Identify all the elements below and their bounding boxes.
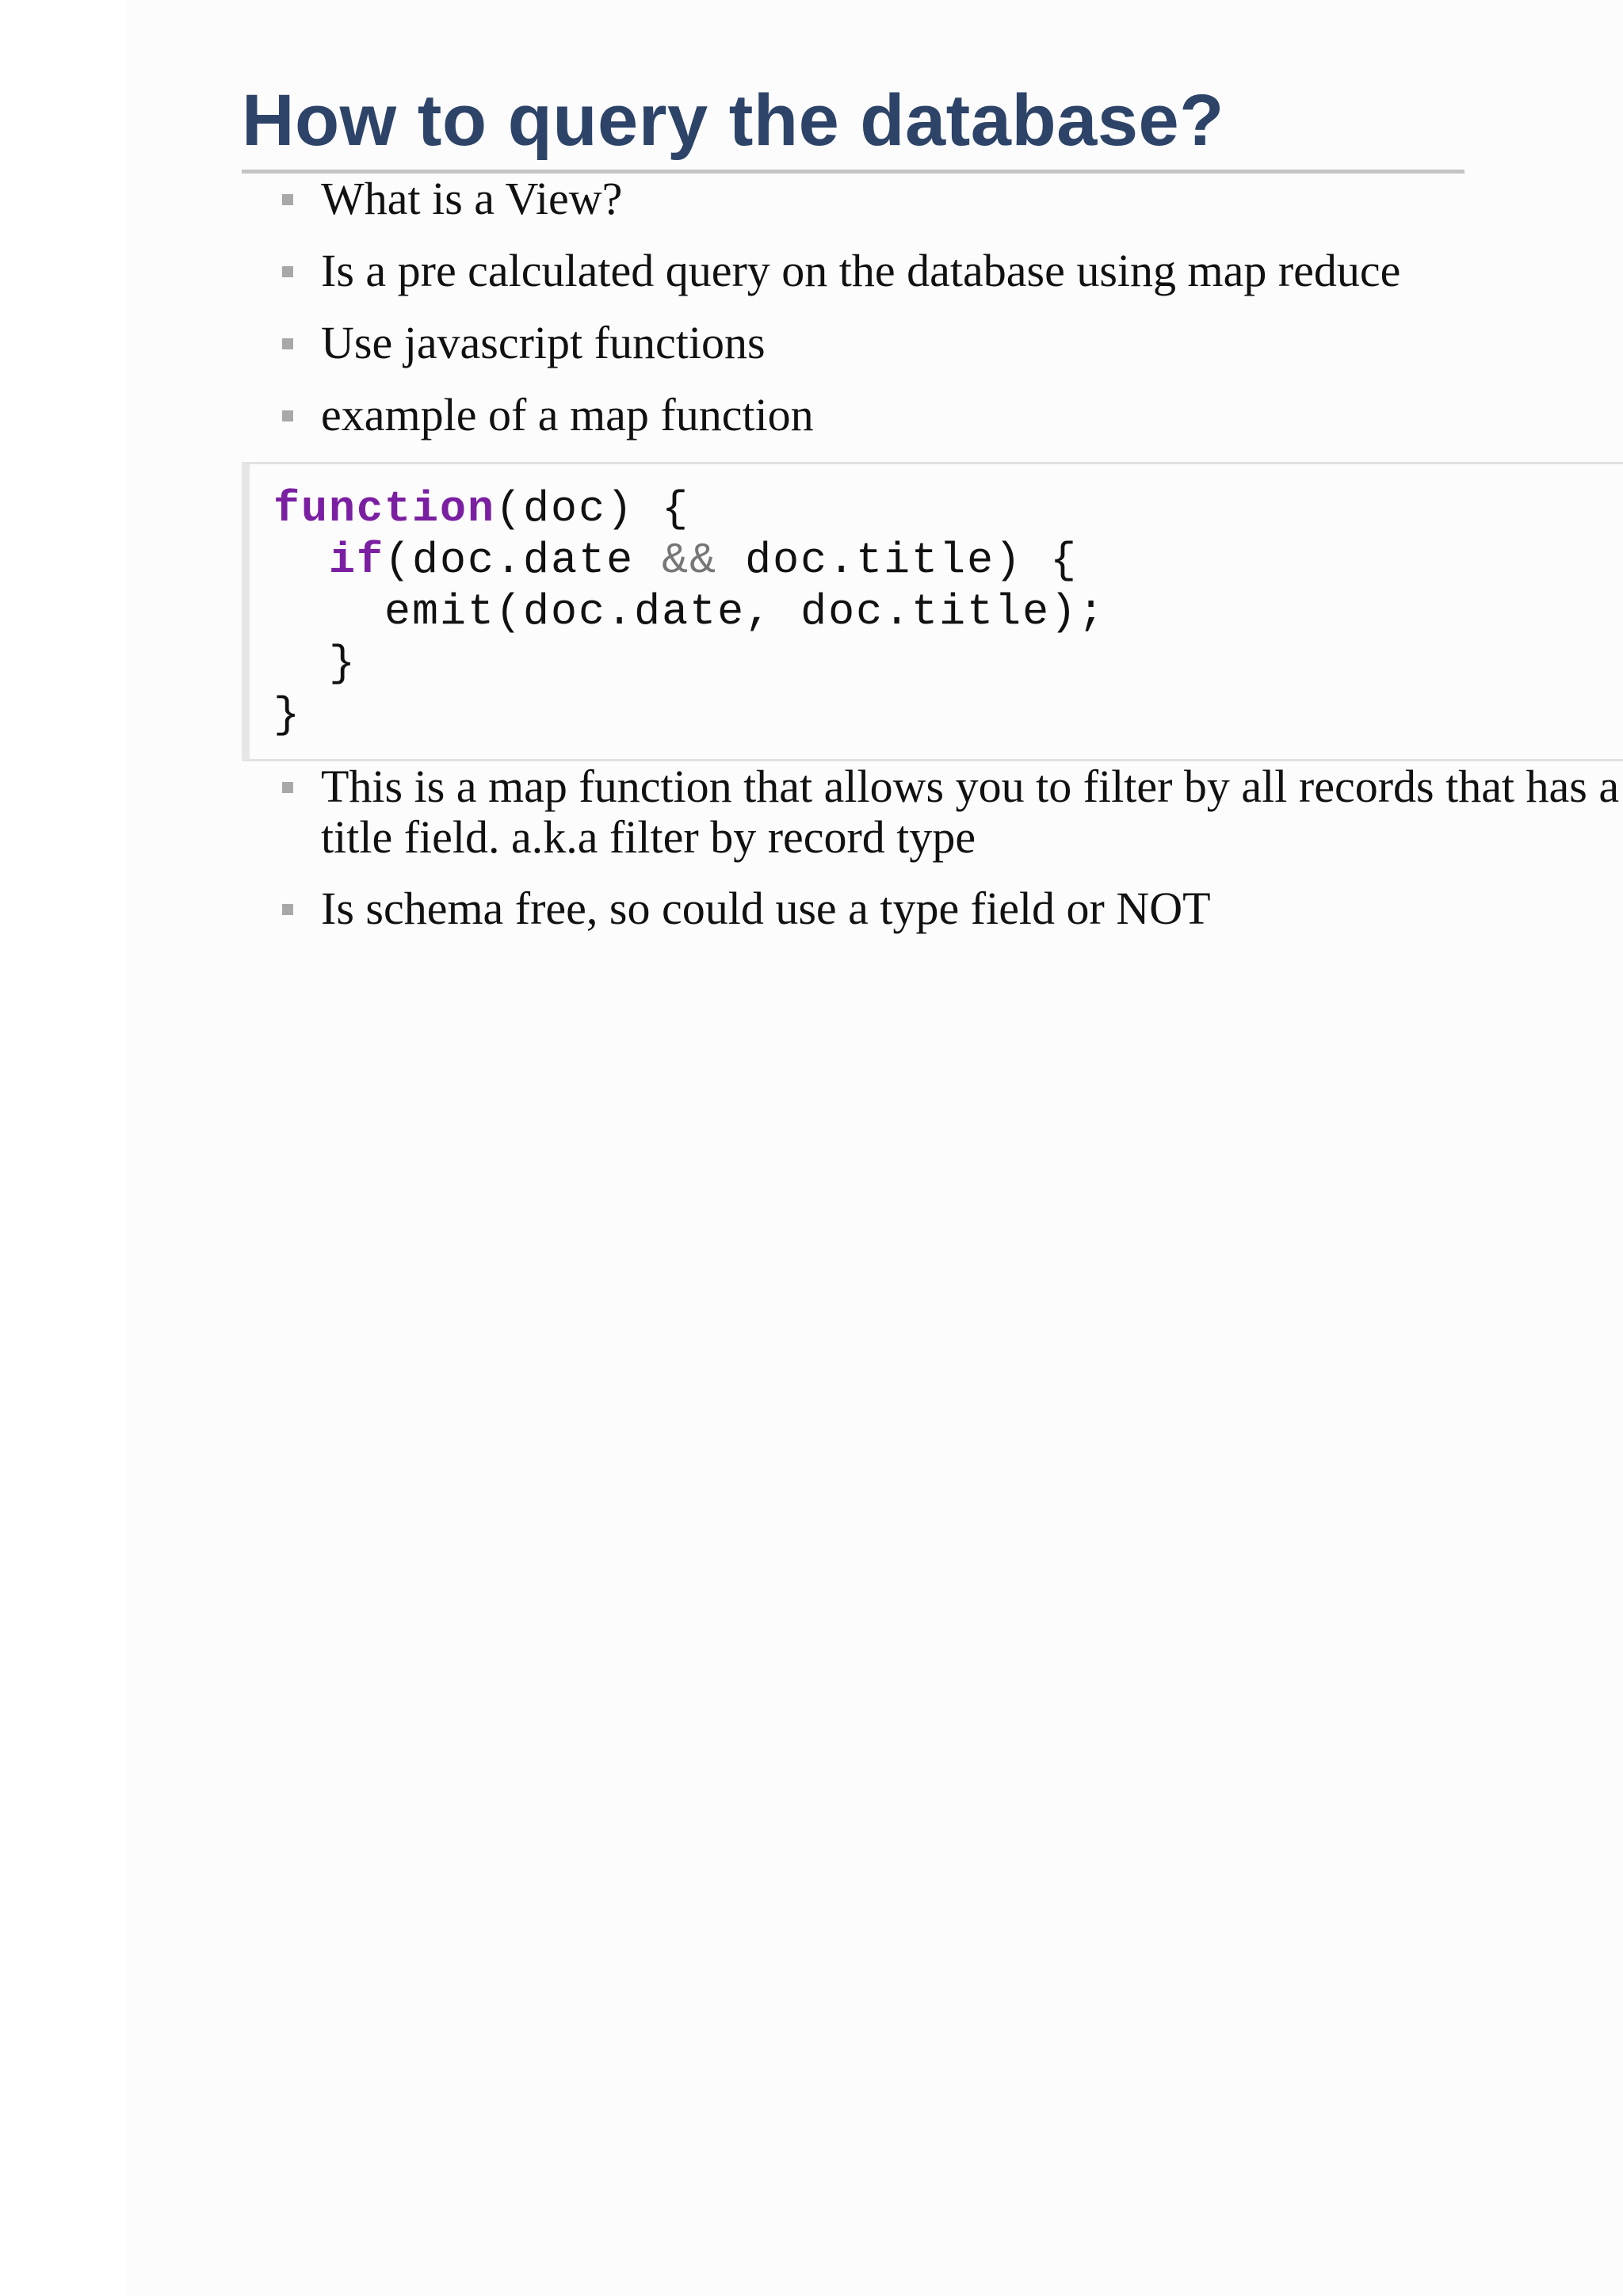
list-item (242, 318, 1623, 368)
square-bullet-icon (282, 338, 293, 349)
list-item (242, 761, 1623, 863)
square-bullet-icon (282, 904, 293, 915)
code-text: (doc.date (384, 535, 663, 585)
code-text: emit(doc.date, doc.title); (273, 586, 1106, 637)
list-item-text: Is a pre calculated query on the database using map reduce (321, 244, 1401, 296)
list-item-text: What is a View? (321, 172, 623, 224)
square-bullet-icon (282, 194, 293, 205)
code-keyword-function: function (273, 483, 496, 534)
slide-page (127, 0, 1623, 2296)
bullet-list-bottom (242, 761, 1623, 934)
code-text: } (273, 638, 357, 688)
bullet-list-top (242, 174, 1623, 441)
square-bullet-icon (282, 410, 293, 421)
list-item (242, 246, 1623, 296)
code-keyword-if: if (329, 535, 385, 585)
code-text: } (273, 689, 302, 740)
code-indent (273, 536, 329, 585)
slide-content (242, 79, 1623, 955)
code-text: (doc) { (495, 483, 690, 534)
list-item-text: Is schema free, so could use a type field or NOT (321, 882, 1211, 934)
list-item-text: example of a map function (321, 388, 814, 441)
code-operator: && (662, 535, 718, 585)
list-item (242, 174, 1623, 224)
list-item (242, 390, 1623, 441)
code-text: doc.title) { (717, 535, 1079, 585)
list-item (242, 883, 1623, 934)
list-item-text: Use javascript functions (321, 316, 766, 368)
square-bullet-icon (282, 266, 293, 277)
slide-title: How to query the database? (242, 79, 1465, 174)
code-listing (273, 483, 1623, 741)
code-block (242, 462, 1623, 761)
list-item-text: This is a map function that allows you to filter by all records that has a title field. a.k.a filter by record type (321, 760, 1620, 863)
square-bullet-icon (282, 782, 293, 793)
